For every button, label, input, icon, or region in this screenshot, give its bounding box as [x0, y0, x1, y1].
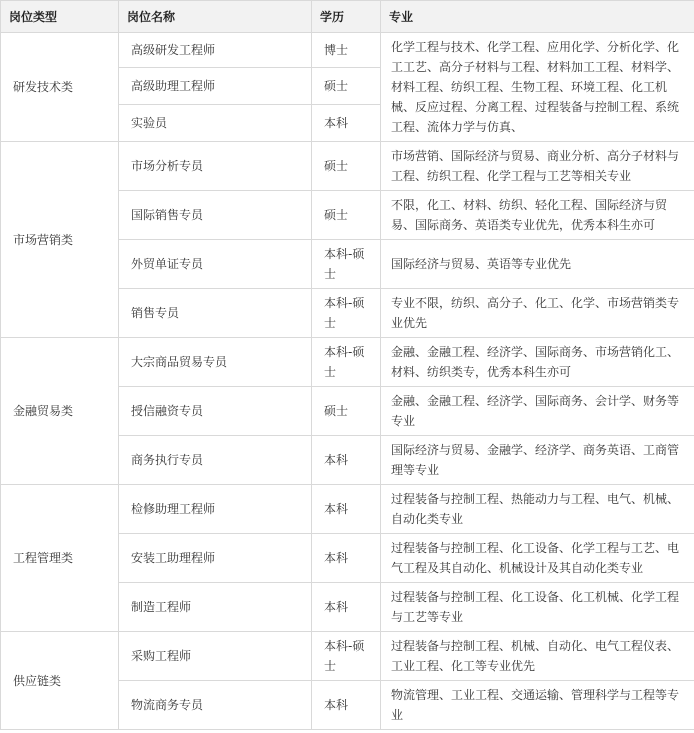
degree-cell: 本科-硕士	[312, 289, 381, 338]
degree-cell: 硕士	[312, 387, 381, 436]
degree-cell: 本科	[312, 583, 381, 632]
major-cell: 过程装备与控制工程、热能动力与工程、电气、机械、自动化类专业	[381, 485, 694, 534]
header-major: 专业	[381, 1, 694, 33]
table-row	[1, 142, 694, 191]
position-cell: 销售专员	[119, 289, 312, 338]
degree-cell: 本科	[312, 681, 381, 730]
major-cell: 金融、金融工程、经济学、国际商务、会计学、财务等专业	[381, 387, 694, 436]
major-cell: 过程装备与控制工程、机械、自动化、电气工程仪表、工业工程、化工等专业优先	[381, 632, 694, 681]
position-cell: 实验员	[119, 104, 312, 141]
header-category: 岗位类型	[1, 1, 119, 33]
major-cell: 化学工程与技术、化学工程、应用化学、分析化学、化工工艺、高分子材料与工程、材料加工工程、材料学、材料工程、纺织工程、生物工程、环境工程、化工机械、反应过程、分离工程、过程装备与控制工程、系统工程、流体力学与仿真、	[381, 33, 694, 142]
degree-cell: 本科-硕士	[312, 632, 381, 681]
position-cell: 安装工助理程师	[119, 534, 312, 583]
position-cell: 大宗商品贸易专员	[119, 338, 312, 387]
major-cell: 金融、金融工程、经济学、国际商务、市场营销化工、材料、纺织类专，优秀本科生亦可	[381, 338, 694, 387]
category-cell: 市场营销类	[1, 142, 119, 338]
degree-cell: 本科	[312, 534, 381, 583]
major-cell: 市场营销、国际经济与贸易、商业分析、高分子材料与工程、纺织工程、化学工程与工艺等相关专业	[381, 142, 694, 191]
category-cell: 研发技术类	[1, 33, 119, 142]
degree-cell: 博士	[312, 33, 381, 68]
table-row	[1, 485, 694, 534]
header-row	[1, 1, 694, 33]
major-cell: 物流管理、工业工程、交通运输、管理科学与工程等专业	[381, 681, 694, 730]
major-cell: 国际经济与贸易、英语等专业优先	[381, 240, 694, 289]
degree-cell: 硕士	[312, 191, 381, 240]
position-cell: 制造工程师	[119, 583, 312, 632]
position-cell: 采购工程师	[119, 632, 312, 681]
position-cell: 商务执行专员	[119, 436, 312, 485]
position-cell: 国际销售专员	[119, 191, 312, 240]
degree-cell: 本科	[312, 104, 381, 141]
position-cell: 授信融资专员	[119, 387, 312, 436]
table-row	[1, 338, 694, 387]
major-cell: 过程装备与控制工程、化工设备、化工机械、化学工程与工艺等专业	[381, 583, 694, 632]
table-row	[1, 33, 694, 68]
category-cell: 工程管理类	[1, 485, 119, 632]
table-row	[1, 632, 694, 681]
degree-cell: 硕士	[312, 68, 381, 104]
major-cell: 过程装备与控制工程、化工设备、化学工程与工艺、电气工程及其自动化、机械设计及其自动化类专业	[381, 534, 694, 583]
position-cell: 物流商务专员	[119, 681, 312, 730]
major-cell: 专业不限，纺织、高分子、化工、化学、市场营销类专业优先	[381, 289, 694, 338]
category-cell: 供应链类	[1, 632, 119, 730]
position-cell: 市场分析专员	[119, 142, 312, 191]
degree-cell: 本科	[312, 485, 381, 534]
position-cell: 高级助理工程师	[119, 68, 312, 104]
header-position: 岗位名称	[119, 1, 312, 33]
degree-cell: 硕士	[312, 142, 381, 191]
major-cell: 不限，化工、材料、纺织、轻化工程、国际经济与贸易、国际商务、英语类专业优先，优秀本科生亦可	[381, 191, 694, 240]
header-degree: 学历	[312, 1, 381, 33]
position-cell: 检修助理工程师	[119, 485, 312, 534]
degree-cell: 本科-硕士	[312, 338, 381, 387]
degree-cell: 本科-硕士	[312, 240, 381, 289]
degree-cell: 本科	[312, 436, 381, 485]
category-cell: 金融贸易类	[1, 338, 119, 485]
major-cell: 国际经济与贸易、金融学、经济学、商务英语、工商管理等专业	[381, 436, 694, 485]
position-cell: 高级研发工程师	[119, 33, 312, 68]
position-cell: 外贸单证专员	[119, 240, 312, 289]
